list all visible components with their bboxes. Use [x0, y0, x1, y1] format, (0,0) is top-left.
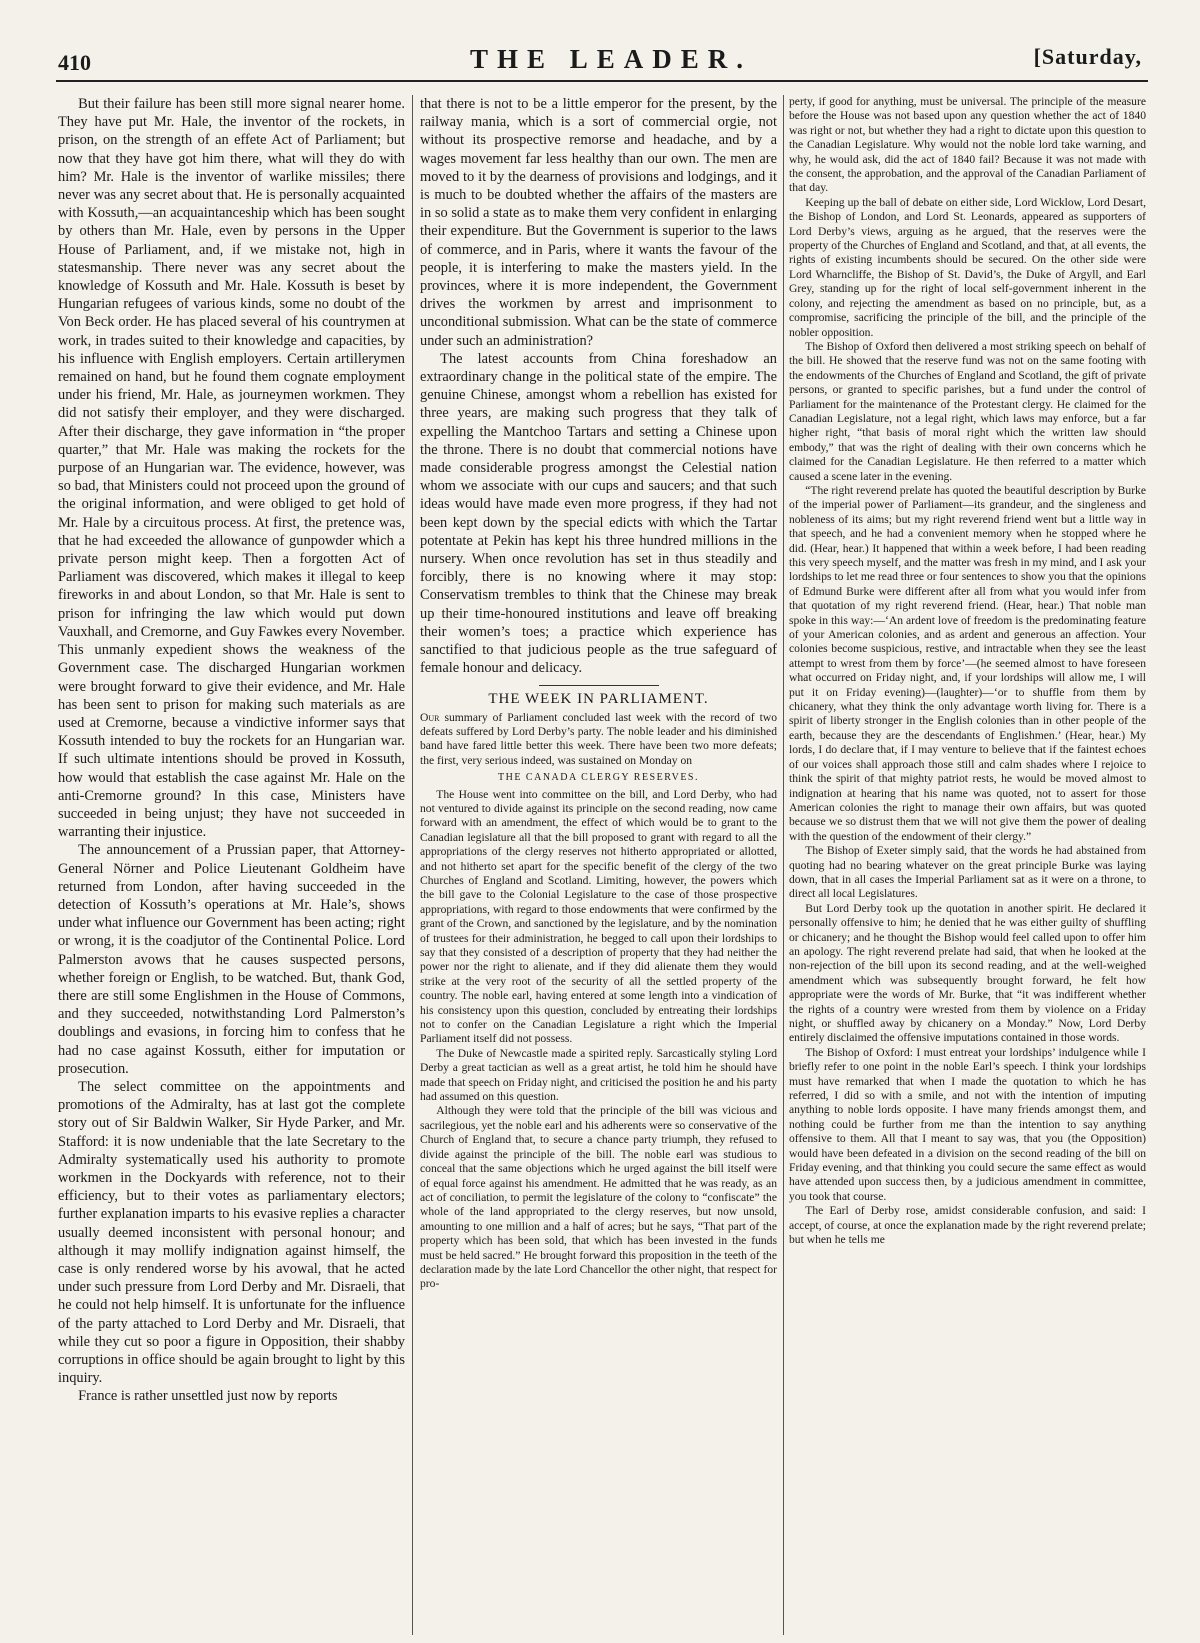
paragraph: perty, if good for anything, must be universal. The principle of the measure before the House was not based upon any question whether the act of 1840 was right or not, but whether they had a right to dictate upon this question to the Canadian Legislature. Why would not the noble lord take warning, and why, he would ask, did the act of 1840 fail? Because it was not made with the consent, the approbation, and the approval of the Canadian Parliament of that day.	[789, 95, 1146, 195]
masthead-rule	[56, 80, 1148, 82]
column-three	[789, 95, 1146, 1248]
column-separator	[412, 95, 413, 1635]
paragraph: The select committee on the appointments and promotions of the Admiralty, has at last got the complete story out of Sir Baldwin Walker, Sir Hyde Parker, and Mr. Stafford: it is now undeniable that the late Secretary to the Admiralty systematically used his authority to promote workmen in the Dockyards with reference, not to their efficiency, but to their votes as parliamentary electors; further explanation imparts to his evasive replies a character usually deemed inconsistent with personal honour; and although it may mollify indignation against himself, the case is only rendered worse by his avowal, that he acted under such pressure from Lord Derby and Mr. Disraeli, that he could not help himself. It is unfortunate for the influence of the party attached to Lord Derby and Mr. Disraeli, that while they cut so poor a figure in Opposition, their shabby corruptions in office should be again brought to light by this inquiry.	[58, 1078, 405, 1387]
paragraph: The announcement of a Prussian paper, that Attorney-General Nörner and Police Lieutenant Goldheim have returned from London, after having succeeded in the detection of Kossuth’s operations at Mr. Hale’s, shows under what influence our Government has been acting; right or wrong, it is the coadjutor of the Continental Police. Lord Palmerston avows that he causes suspected persons, whether foreign or English, to be watched. But, thank God, there are still some Englishmen in the House of Commons, and they succeeded, notwithstanding Lord Palmerston’s doublings and evasions, in forcing him to confess that he had no case against Kossuth, either for imputation or prosecution.	[58, 842, 405, 1077]
paragraph: The Earl of Derby rose, amidst considerable confusion, and said: I accept, of course, at once the explanation made by the right reverend prelate; but when he tells me	[789, 1204, 1146, 1247]
paragraph: Keeping up the ball of debate on either side, Lord Wicklow, Lord Desart, the Bishop of London, and Lord St. Leonards, appeared as supporters of Lord Derby’s views, arguing as he argued, that the reserves were the property of the Churches of England and Scotland, and that, at all events, the rights of existing incumbents should be secured. On the other side were Lord Wharncliffe, the Bishop of St. David’s, the Duke of Argyll, and Earl Grey, standing up for the right of local self-government inherent in the colony, and rejecting the amendment as based on no principle, but, as a compromise, sacrificing the principle of the bill, and the principle of the nobler opposition.	[789, 195, 1146, 339]
paragraph: But Lord Derby took up the quotation in another spirit. He declared it personally offensive to him; he denied that he was either guilty of shuffling or chicanery; and he thought the Bishop would feel called upon to offer him an apology. The right reverend prelate had said, that when he looked at the non-rejection of the bill upon its second reading, and at the well-weighed amendment which was subsequently brought forward, he felt how appropriate were the words of Mr. Burke, that “it was indifferent whether the rights of a country were wrested from them by violence on a Friday night, or shuffled away by chicanery on a Monday.” Now, Lord Derby entirely disclaimed the offensive imputations contained in those words.	[789, 901, 1146, 1045]
issue-day: [Saturday,	[1033, 44, 1142, 69]
page-number: 410	[58, 50, 91, 75]
column-one	[58, 95, 405, 1406]
paragraph: The Bishop of Oxford then delivered a most striking speech on behalf of the bill. He showed that the reserve fund was not on the same footing with the endowments of the Churches of England and Scotland, the gift of private persons, or granted to specific parishes, but a fund under the control of Parliament for the maintenance of the Protestant clergy. He claimed for the Canadian Legislature, not a legal right, which laws may enforce, but a far higher right, “that basis of moral right which the written law should embody,” that was the right of dealing with their own concerns which he claimed for the Canadian Legislature. He then referred to a matter which caused a scene later in the evening.	[789, 339, 1146, 483]
paragraph: The Bishop of Exeter simply said, that the words he had abstained from quoting had no bearing whatever on the great principle Burke was laying down, that in all cases the Imperial Parliament sat as it were on a throne, to direct all local Legislatures.	[789, 844, 1146, 901]
column-separator	[783, 95, 784, 1635]
paragraph: The Duke of Newcastle made a spirited reply. Sarcastically styling Lord Derby a great tactician as well as a great artist, he told him he should have made that speech on Friday night, and criticised the position he and his party had assumed on this question.	[420, 1046, 777, 1104]
intro-lead: Our	[420, 710, 440, 724]
paragraph: The latest accounts from China foreshadow an extraordinary change in the political state of the empire. The genuine Chinese, amongst whom a rebellion has existed for three years, are making such progress that they talk of expelling the Mantchoo Tartars and setting a Chinese upon the throne. There is no doubt that commercial notions have made considerable progress amongst the Celestial nation whom we associate with our cups and saucers; and that such ideas would have made even more progress, if they had not been kept down by the special edicts with which the Tartar potentate at Pekin has kept his three hundred millions in the nursery. When once revolution has set in thus steadily and forcibly, there is no knowing where it may stop: Conservatism trembles to think that the Chinese may break up their time-honoured institutions and leave off breaking their women’s toes; a practice which experience has sanctified to that judicious people as the true safeguard of female honour and delicacy.	[420, 350, 777, 677]
paragraph: that there is not to be a little emperor for the present, by the railway mania, which is a sort of commercial orgie, not without its prospective remorse and headache, and by a wages movement far less healthy than our own. The men are moved to it by the dearness of provisions and lodgings, and it is much to be doubted whether the affairs of the masters are in so solid a state as to make them very confident in enlarging their expenditure. But the Government is superior to the laws of commerce, and in Paris, where it wants the favour of the people, it is interfering to make the masters yield. In the provinces, where it is more independent, the Government drives the workmen by arrest and imprisonment to unconditional submission. What can be the state of commerce under such an administration?	[420, 96, 777, 349]
paragraph: The House went into committee on the bill, and Lord Derby, who had not ventured to divide against its principle on the second reading, now came forward with an amendment, the effect of which would be to grant to the Canadian legislature all that the bill proposed to grant with regard to all the appropriations of the clergy reserves not hitherto appropriated or allotted, and not hitherto set apart for the specific benefit of the clergy of the two Churches of England and Scotland. Limiting, however, the powers which the bill gave to the Colonial Legislature to the case of those prospective appropriations, with regard to those endowments that were confirmed by the grant of the Crown, and sanctioned by the legislature, and by the nomination of trustees for their administration, he begged to call upon their lordships to say that they consisted of a description of property that they had neither the power nor the right to alienate, and if they did alienate them they would strike at the very root of the security of all the settled property of the country. The noble earl, having entered at some length into a vindication of his consistency upon this question, concluded by entreating their lordships not to confer on the Canadian Legislature a right which the Imperial Parliament itself did not possess.	[420, 787, 777, 1046]
section-intro	[420, 711, 777, 769]
intro-text: summary of Parliament concluded last week with the record of two defeats suffered by Lord Derby’s party. The noble leader and his diminished band have fared little better this week. There have been two more defeats; the first, very serious indeed, was sustained on Monday on	[420, 710, 777, 767]
section-title: THE WEEK IN PARLIAMENT.	[488, 690, 709, 707]
quoted-speech: “The right reverend prelate has quoted the beautiful description by Burke of the imperial power of Parliament—its grandeur, and the singleness and nobleness of its aims; but my right reverend friend went but a little way in that speech, and he had a convenient memory when he stopped where he did. (Hear, hear.) It happened that within a week before, I had been reading this very speech myself, and the matter was fresh in my mind, and I ask your lordships to let me read three or four sentences to show you that the opinions of Edmund Burke were different after all from what you would infer from that quotation of my right reverend friend. (Hear, hear.) That noble man spoke in this way:—‘An ardent love of freedom is the predominating feature of your American colonies, and as ardent and generous an affection. Your colonies become suspicious, restive, and intractable when they see the least attempt to wrest from them by force’—(he seemed almost to have foreseen what occurred on Friday night, and, if your lordships will allow me, I will put it on Friday evening)—(laughter)—‘or to shuffle from them by chicanery, what they think the only advantage worth living for. There is a spirit of liberty stronger in the English colonies than in other people of the earth, because they are the descendants of Englishmen.’ (Hear, hear.) My lords, I do declare that, if I may venture to believe that if the faintest echoes of our voices shall approach those still and calm shades where I rejoice to think the spirit of that mighty patriot rests, he would be moved almost to indignation at hearing that his name was quoted, not to assert for those American colonies the right to manage their own affairs, but was quoted because we so distrust them that we will not give them the power of dealing with the question of the endowment of their clergy.”	[789, 483, 1146, 843]
masthead	[0, 0, 1200, 96]
paragraph: Although they were told that the principle of the bill was vicious and sacrilegious, yet the noble earl and his adherents were so conservative of the Church of England that, to secure a chance party triumph, they refused to divide against the principle of the bill. The noble earl was studious to conceal that the same objections which he urged against the bill itself were of equal force against his amendment. He admitted that he was ready, as an act of conciliation, to permit the legislature of the colony to “confiscate” the whole of the land appropriated to the clergy reserves, but now unsold, amounting to one million and a half of acres; but he says, “That part of the property which has been sold, that which has been invested in the funds must be held sacred.” He brought forward this proposition in the teeth of the declaration made by the late Lord Chancellor the other night, that respect for pro-	[420, 1104, 777, 1291]
paragraph: France is rather unsettled just now by reports	[78, 1388, 338, 1405]
paragraph: The Bishop of Oxford: I must entreat your lordships’ indulgence while I briefly refer to one point in the noble Earl’s speech. I think your lordships must have remarked that when I made the quotation to which he has referred, I did so with a smile, and not with the intention of imputing anything to noble lords opposite. I have many friends amongst them, and nothing could be further from me than the intention to say anything offensive to them. All that I meant to say was, that you (the Opposition) would have been defeated in a division on the second reading of the bill on Friday evening, and that thinking you could secure the same effect as would have attended upon success then, by a judicious amendment in committee, you took that course.	[789, 1045, 1146, 1203]
subsection-heading: THE CANADA CLERGY RESERVES.	[497, 772, 699, 784]
section-divider	[539, 685, 659, 686]
column-two	[420, 95, 777, 1292]
newspaper-title: THE LEADER.	[470, 44, 753, 74]
paragraph: But their failure has been still more signal nearer home. They have put Mr. Hale, the inventor of the rockets, in prison, on the strength of an effete Act of Parliament; but now that they have got him there, what will they do with him? Mr. Hale is the inventor of warlike missiles; there never was any secret about that. He is personally acquainted with Kossuth,—an acquaintanceship which has been sought by others than Mr. Hale, even by persons in the Upper House of Parliament, and, if we mistake not, high in statesmanship. There never was any secret about the knowledge of Kossuth and Mr. Hale. Kossuth is beset by Hungarian refugees of various kinds, some no doubt of the Von Beck order. He has placed several of his countrymen at work, in trades suited to their knowledge and capacities, by his influence with English employers. Certain artillerymen remained on hand, but he found them cognate employment under his friend, Mr. Hale, as journeymen workmen. They did not satisfy their employer, and they were discharged. After their discharge, they gave information in “the proper quarter,” that Mr. Hale was making the rockets for the purpose of an Hungarian war. The evidence, however, was so bad, that Ministers could not proceed upon the ground of the original information, and were obliged to get hold of Mr. Hale by a circuitous process. At first, the pretence was, that he had exceeded the allowance of gunpowder which a private person might keep. Then a forgotten Act of Parliament was discovered, which makes it illegal to keep fireworks in and about London, so that Mr. Hale is sent to prison for infringing the law which would put down Vauxhall, and Cremorne, and Guy Fawkes every November. This unmanly expedient shows the weakness of the Government case. The discharged Hungarian workmen were brought forward to give their evidence, and Mr. Hale has been sent to prison for making such materials as are used at Cremorne, because a vindictive informer says that Kossuth intended to buy the rockets for an Hungarian war. If such ultimate intentions should be proved in Kossuth, how would that establish the case against Mr. Hale on the anti-Cremorne ground? In this case, Ministers have succeeded in being unjust; they have not succeeded in warranting their injustice.	[58, 96, 405, 841]
